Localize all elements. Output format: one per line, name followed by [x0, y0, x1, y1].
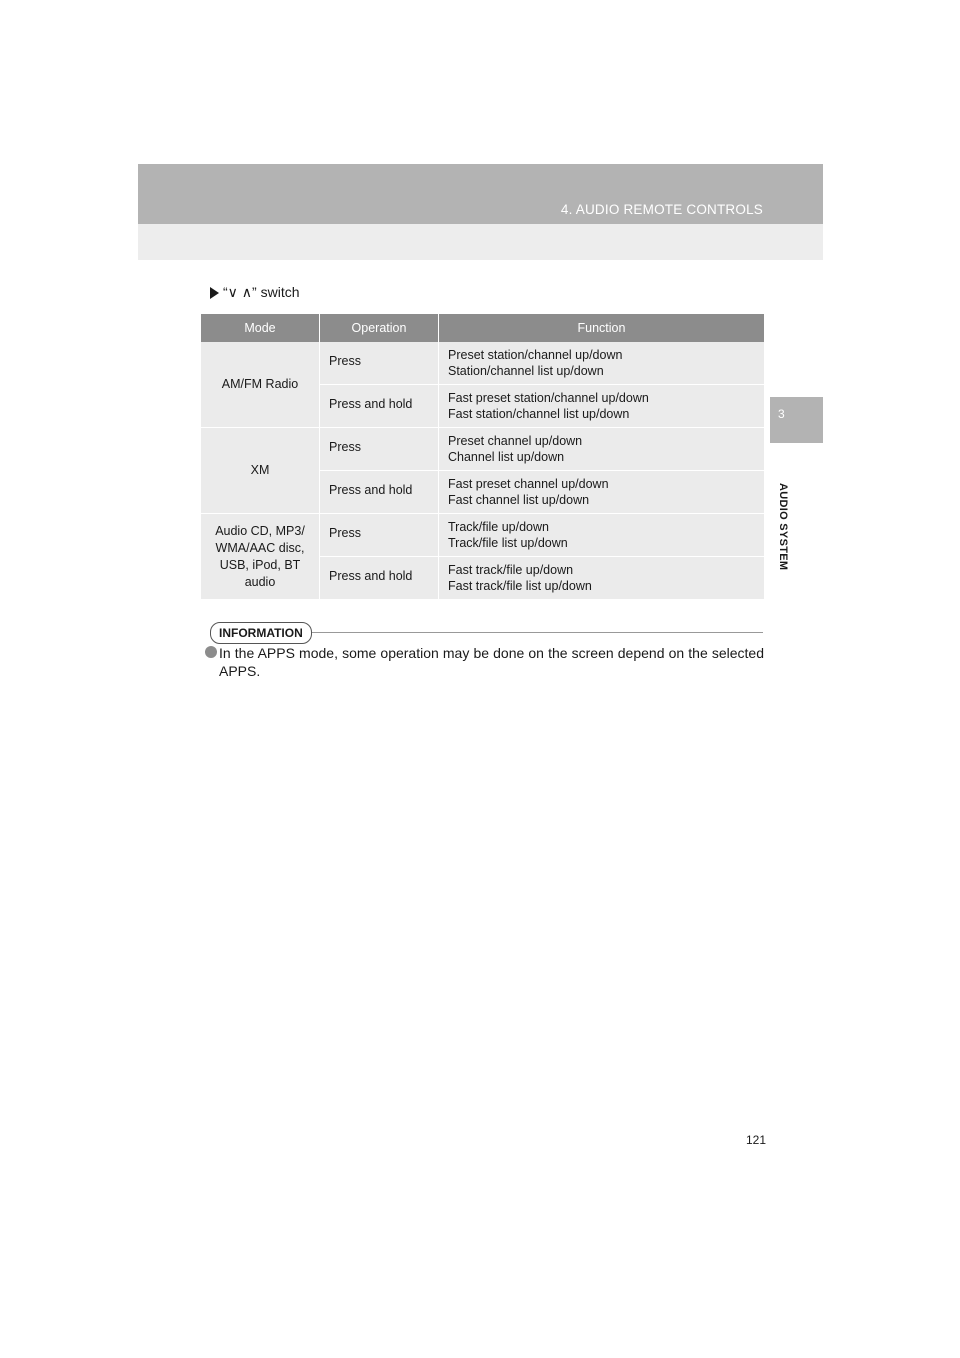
function-line: Fast preset station/channel up/down [448, 391, 649, 405]
function-line: Fast channel list up/down [448, 493, 590, 507]
column-header-mode: Mode [201, 314, 320, 342]
column-header-operation: Operation [320, 314, 439, 342]
operation-cell: Press and hold [320, 557, 439, 600]
section-heading-text: “∨ ∧” switch [223, 284, 300, 300]
function-line: Fast track/file list up/down [448, 579, 592, 593]
triangle-right-icon [210, 287, 219, 299]
operation-cell: Press [320, 514, 439, 557]
function-line: Track/file list up/down [448, 536, 568, 550]
function-cell [439, 514, 765, 557]
table-row [201, 428, 764, 471]
function-line: Channel list up/down [448, 450, 565, 464]
chapter-side-label: AUDIO SYSTEM [777, 483, 789, 571]
function-cell [439, 428, 765, 471]
table-row [201, 342, 764, 385]
function-line: Track/file up/down [448, 520, 549, 534]
mode-cell: AM/FM Radio [201, 342, 320, 428]
function-line: Fast track/file up/down [448, 563, 574, 577]
information-text: In the APPS mode, some operation may be done on the screen depend on the selected APPS. [219, 645, 764, 679]
header-band [138, 164, 823, 224]
function-line: Preset channel up/down [448, 434, 583, 448]
operation-cell: Press [320, 428, 439, 471]
information-rule [305, 632, 763, 633]
function-cell [439, 385, 765, 428]
function-cell [439, 471, 765, 514]
operation-cell: Press and hold [320, 471, 439, 514]
bullet-icon [205, 646, 217, 658]
operation-cell: Press [320, 342, 439, 385]
column-header-function: Function [439, 314, 765, 342]
header-sub-band [138, 224, 823, 260]
table-header-row [201, 314, 764, 342]
chapter-number: 3 [778, 407, 785, 421]
function-line: Fast station/channel list up/down [448, 407, 630, 421]
operation-cell: Press and hold [320, 385, 439, 428]
function-line: Fast preset channel up/down [448, 477, 609, 491]
section-heading [210, 284, 300, 301]
page-number: 121 [746, 1133, 767, 1147]
mode-cell: XM [201, 428, 320, 514]
function-table [201, 314, 764, 600]
function-cell [439, 557, 765, 600]
chapter-title: 4. AUDIO REMOTE CONTROLS [560, 202, 763, 217]
function-cell [439, 342, 765, 385]
chapter-tab [770, 397, 823, 443]
mode-cell: Audio CD, MP3/ WMA/AAC disc, USB, iPod, BT audio [201, 514, 320, 600]
table-row [201, 514, 764, 557]
function-line: Preset station/channel up/down [448, 348, 623, 362]
function-line: Station/channel list up/down [448, 364, 604, 378]
information-badge: INFORMATION [210, 622, 312, 644]
